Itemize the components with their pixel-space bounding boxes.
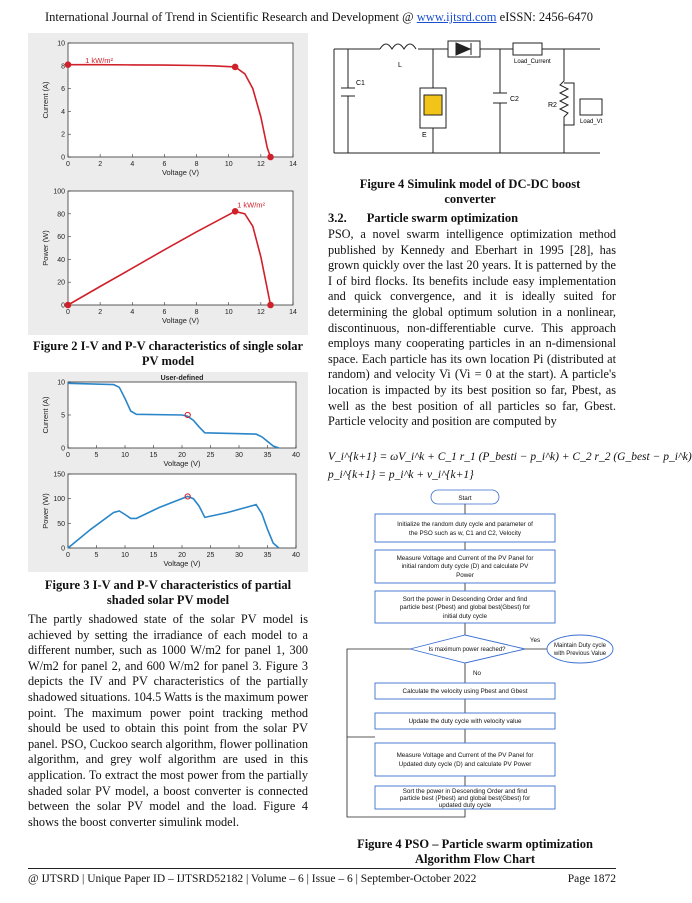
- x-tick-label: 6: [162, 161, 167, 168]
- data-point: [232, 208, 238, 214]
- flow-s5: Update the duty cycle with velocity value: [408, 718, 522, 725]
- y-tick-label: 100: [53, 496, 65, 504]
- x-tick-label: 15: [149, 552, 158, 559]
- flow-s2-line1: Measure Voltage and Current of the PV Panel for: [396, 555, 534, 562]
- y-axis-label: Power (W): [41, 493, 50, 529]
- footer-rule: [28, 868, 616, 869]
- y-axis-label: Power (W): [41, 230, 50, 266]
- x-axis-label: Voltage (V): [161, 168, 200, 177]
- x-tick-label: 30: [235, 452, 243, 459]
- y-tick-label: 10: [57, 379, 65, 387]
- section-number: 3.2.: [328, 211, 347, 225]
- x-tick-label: 2: [98, 161, 103, 168]
- fig4a-caption: Figure 4 Simulink model of DC-DC boost converter: [359, 177, 581, 206]
- x-tick-label: 20: [178, 552, 186, 559]
- y-tick-label: 8: [61, 63, 65, 71]
- fig2-caption: Figure 2 I-V and P-V characteristics of single solar PV model: [32, 339, 304, 368]
- x-tick-label: 30: [235, 552, 243, 559]
- x-tick-label: 8: [194, 161, 199, 168]
- equation-position: p_i^{k+1} = p_i^k + v_i^{k+1}: [328, 469, 474, 481]
- c1-label: C1: [356, 80, 365, 87]
- flow-maintain-ellipse: [547, 635, 613, 663]
- x-axis-label: Voltage (V): [163, 559, 201, 568]
- x-tick-label: 20: [178, 452, 186, 459]
- flow-decision: Is maximum power reached?: [428, 647, 506, 653]
- y-tick-label: 6: [61, 86, 65, 94]
- y-tick-label: 50: [57, 520, 65, 528]
- right-paragraph: PSO, a novel swarm intelligence optimization method published by Kennedy and Eberhart in 1995 [28], has grown quickly over the last 20 years. It is patterned by the I of bird flocks. Its benefits include easy implementation and quick convergence, and it is ideally suited for determining the global optimum solution in a nonlinear, discontinuous, non-differentiable curve. This approach employs many cooperating particles in an n-dimensional space. Each particle has its own location Pi (distributed at random) and velocity Vi (Vi = 0 at the start). A particle's location is impacted by its best position so far, Pbest, as well as the best position of all particles so far, Gbest. Particle velocity and position are computed by: [328, 227, 616, 429]
- journal-header: [0, 10, 638, 25]
- x-axis-label: Voltage (V): [161, 316, 200, 325]
- section-heading: [328, 211, 518, 226]
- chart-title: User-defined: [160, 375, 204, 382]
- footer-left: @ IJTSRD | Unique Paper ID – IJTSRD52182 | Volume – 6 | Issue – 6 | September-October 2022: [28, 873, 477, 885]
- y-tick-label: 80: [57, 211, 65, 219]
- x-tick-label: 25: [206, 552, 215, 559]
- r2-label: R2: [548, 102, 557, 109]
- y-tick-label: 5: [61, 412, 65, 420]
- x-tick-label: 0: [66, 452, 70, 459]
- y-tick-label: 0: [61, 302, 65, 310]
- y-tick-label: 150: [53, 471, 65, 479]
- x-tick-label: 4: [130, 309, 135, 316]
- x-tick-label: 12: [256, 309, 265, 316]
- page-footer: [28, 873, 616, 885]
- data-point: [268, 302, 274, 308]
- x-tick-label: 14: [289, 309, 297, 316]
- footer-page: Page 1872: [567, 873, 616, 885]
- y-tick-label: 40: [57, 256, 65, 264]
- equation-velocity: V_i^{k+1} = ωV_i^k + C_1 r_1 (P_besti − p_i^k) + C_2 r_2 (G_best − p_i^k): [328, 451, 692, 463]
- x-tick-label: 0: [66, 552, 70, 559]
- plot-area: [68, 474, 296, 548]
- fig3-caption: Figure 3 I-V and P-V characteristics of partial shaded solar PV model: [44, 578, 292, 607]
- e-label: E: [422, 132, 427, 139]
- y-axis-label: Current (A): [41, 396, 50, 434]
- x-tick-label: 10: [121, 552, 129, 559]
- x-tick-label: 8: [194, 309, 199, 316]
- load-current-label: Load_Current: [514, 59, 551, 65]
- journal-link[interactable]: www.ijtsrd.com: [416, 10, 497, 24]
- flow-s7-line3: updated duty cycle: [438, 802, 492, 809]
- flow-no: No: [472, 670, 482, 677]
- flow-s3-line3: initial duty cycle: [442, 613, 488, 620]
- flow-maintain-line2: with Previous Value: [553, 651, 607, 657]
- x-tick-label: 5: [94, 552, 99, 559]
- x-tick-label: 15: [149, 452, 158, 459]
- data-point: [65, 62, 71, 68]
- pso-flowchart: [325, 487, 625, 827]
- y-tick-label: 60: [57, 234, 65, 242]
- y-tick-label: 100: [53, 188, 65, 196]
- y-tick-label: 2: [61, 131, 65, 139]
- flow-s1-line2: the PSO such as w, C1 and C2, Velocity: [408, 530, 522, 537]
- flow-s2-line3: Power: [456, 572, 474, 579]
- y-tick-label: 4: [61, 108, 65, 116]
- x-tick-label: 0: [66, 161, 70, 168]
- x-tick-label: 10: [224, 161, 233, 168]
- fig2-panel: [28, 33, 308, 335]
- fig3-panel: [28, 372, 308, 572]
- irradiance-annotation: 1 kW/m²: [237, 200, 266, 210]
- x-tick-label: 12: [256, 161, 265, 168]
- x-tick-label: 6: [162, 309, 167, 316]
- x-tick-label: 25: [206, 452, 215, 459]
- irradiance-annotation: 1 kW/m²: [85, 55, 114, 65]
- x-tick-label: 40: [292, 452, 300, 459]
- fig2-pv-chart: [28, 185, 308, 335]
- x-axis-label: Voltage (V): [163, 459, 201, 468]
- header-journal: International Journal of Trend in Scientific Research and Development @: [44, 10, 417, 24]
- left-paragraph: The partly shadowed state of the solar PV model is achieved by setting the irradiance of each model to a different number, such as 1000 W/m2 for panel 1, 300 W/m2 for panel 2, and 600 W/m2 for panel 3. Figure 3 depicts the IV and PV characteristics of the partially shadowed situations. 104.5 Watts is the maximum power point. The maximum power point tracking method should be used to obtain this point from the solar PV panel. PSO, Cuckoo search algorithm, flower pollination algorithm, and grey wolf algorithm are used in this application. To extract the most power from the partially shaded solar PV model, a boost converter is connected between the solar PV model and the load. Figure 4 shows the boost converter simulink model.: [28, 612, 308, 829]
- y-axis-label: Current (A): [41, 81, 50, 119]
- x-tick-label: 5: [94, 452, 99, 459]
- header-issn: eISSN: 2456-6470: [496, 10, 594, 24]
- x-tick-label: 0: [66, 309, 70, 316]
- data-point: [268, 154, 274, 160]
- x-tick-label: 10: [121, 452, 129, 459]
- data-point: [232, 64, 238, 70]
- fig3-pv-chart: [28, 470, 308, 570]
- flow-maintain-line1: Maintain Duty cycle: [553, 643, 607, 649]
- flow-s4: Calculate the velocity using Pbest and Gbest: [402, 688, 528, 695]
- data-point: [65, 302, 71, 308]
- x-tick-label: 35: [263, 552, 272, 559]
- l-label: L: [398, 62, 402, 69]
- simulink-svg: [328, 33, 616, 171]
- flow-s1-line1: Initialize the random duty cycle and parameter of: [397, 521, 533, 528]
- flow-s3-line2: particle best (Pbest) and global best(Gbest) for: [399, 604, 531, 611]
- flow-yes: Yes: [529, 637, 541, 644]
- c2-label: C2: [510, 96, 519, 103]
- y-tick-label: 0: [61, 445, 65, 453]
- y-tick-label: 0: [61, 154, 65, 162]
- flow-s7-line1: Sort the power in Descending Order and find: [402, 788, 528, 795]
- flow-s3-line1: Sort the power in Descending Order and find: [402, 596, 528, 603]
- flow-start: Start: [458, 495, 472, 502]
- flow-s2-line2: initial random duty cycle (D) and calculate PV: [401, 563, 529, 570]
- y-tick-label: 0: [61, 545, 65, 553]
- x-tick-label: 14: [289, 161, 297, 168]
- x-tick-label: 10: [224, 309, 233, 316]
- flow-caption: Figure 4 PSO – Particle swarm optimization Algorithm Flow Chart: [357, 837, 593, 866]
- section-title: Particle swarm optimization: [366, 211, 519, 225]
- x-tick-label: 35: [263, 452, 272, 459]
- x-tick-label: 4: [130, 161, 135, 168]
- flow-s7-line2: particle best (Pbest) and global best(Gbest) for: [399, 795, 531, 802]
- flow-s1-box: [375, 514, 555, 542]
- y-tick-label: 10: [57, 40, 65, 48]
- fig2-iv-chart: [28, 33, 308, 183]
- flow-s6-line1: Measure Voltage and Current of the PV Panel for: [396, 752, 534, 759]
- flow-s6-line2: Updated duty cycle (D) and calculate PV Power: [398, 761, 532, 768]
- x-tick-label: 40: [292, 552, 300, 559]
- x-tick-label: 2: [98, 309, 103, 316]
- flow-s6-box: [375, 743, 555, 776]
- load-v-label: Load_Vt: [580, 119, 603, 125]
- y-tick-label: 20: [57, 279, 65, 287]
- simulink-diagram: [328, 33, 616, 171]
- fig3-iv-chart: [28, 372, 308, 468]
